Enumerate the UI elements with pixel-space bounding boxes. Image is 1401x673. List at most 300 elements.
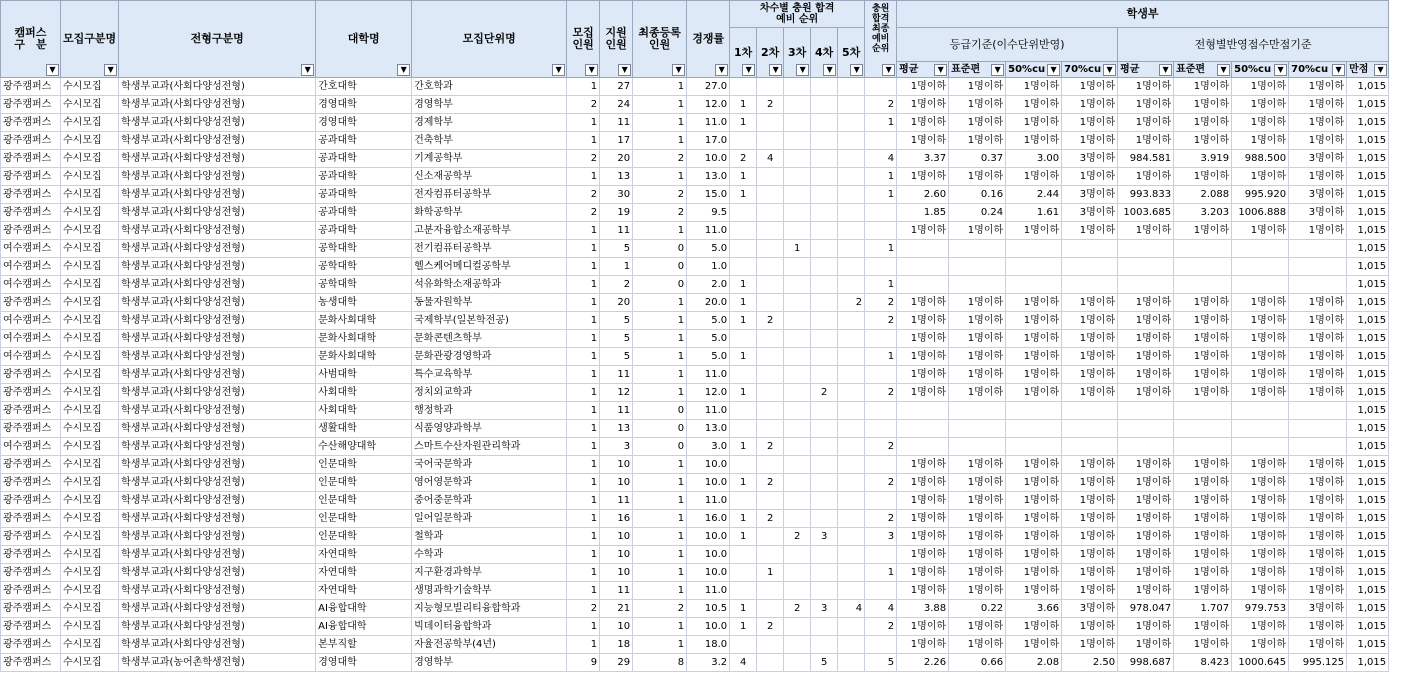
cell-recruit-type[interactable]: 수시모집 — [61, 78, 119, 96]
cell-applicants[interactable]: 10 — [600, 528, 633, 546]
cell-campus[interactable]: 여수캠퍼스 — [1, 258, 61, 276]
cell-quota[interactable]: 1 — [567, 366, 600, 384]
cell-track[interactable]: 학생부교과(사회다양성전형) — [119, 492, 316, 510]
cell-round-2[interactable] — [757, 240, 784, 258]
cell-campus[interactable]: 여수캠퍼스 — [1, 240, 61, 258]
cell-round-2[interactable]: 2 — [757, 474, 784, 492]
cell-ratio[interactable]: 5.0 — [687, 330, 730, 348]
cell-score-70cut[interactable]: 1명이하 — [1289, 312, 1347, 330]
cell-grade-avg[interactable]: 1명이하 — [897, 618, 949, 636]
cell-grade-70cut[interactable] — [1062, 438, 1118, 456]
cell-ratio[interactable]: 11.0 — [687, 492, 730, 510]
cell-applicants[interactable]: 10 — [600, 564, 633, 582]
header-grade-std[interactable] — [949, 62, 1006, 78]
cell-score-std[interactable]: 1명이하 — [1174, 546, 1232, 564]
cell-score-50cut[interactable]: 1명이하 — [1232, 510, 1289, 528]
cell-score-avg[interactable]: 1명이하 — [1118, 474, 1174, 492]
cell-score-70cut[interactable] — [1289, 240, 1347, 258]
cell-recruit-type[interactable]: 수시모집 — [61, 276, 119, 294]
cell-final-registered[interactable]: 0 — [633, 240, 687, 258]
cell-applicants[interactable]: 1 — [600, 258, 633, 276]
filter-dropdown-icon[interactable]: ▼ — [823, 64, 836, 76]
cell-applicants[interactable]: 10 — [600, 456, 633, 474]
cell-score-std[interactable]: 1명이하 — [1174, 618, 1232, 636]
cell-campus[interactable]: 광주캠퍼스 — [1, 546, 61, 564]
cell-round-5[interactable] — [838, 348, 865, 366]
filter-dropdown-icon[interactable]: ▼ — [672, 64, 685, 76]
cell-score-avg[interactable]: 1명이하 — [1118, 222, 1174, 240]
cell-round-5[interactable] — [838, 258, 865, 276]
cell-track[interactable]: 학생부교과(사회다양성전형) — [119, 474, 316, 492]
cell-grade-50cut[interactable]: 1.61 — [1006, 204, 1062, 222]
cell-applicants[interactable]: 5 — [600, 330, 633, 348]
cell-round-1[interactable] — [730, 366, 757, 384]
cell-score-std[interactable]: 1명이하 — [1174, 330, 1232, 348]
cell-college[interactable]: 인문대학 — [316, 492, 412, 510]
header-quota[interactable] — [567, 1, 600, 78]
cell-college[interactable]: 공학대학 — [316, 276, 412, 294]
cell-score-avg[interactable]: 1명이하 — [1118, 168, 1174, 186]
cell-college[interactable]: 경영대학 — [316, 654, 412, 672]
cell-grade-50cut[interactable]: 3.66 — [1006, 600, 1062, 618]
cell-final-waitlist[interactable] — [865, 582, 897, 600]
cell-applicants[interactable]: 18 — [600, 636, 633, 654]
cell-score-50cut[interactable]: 1명이하 — [1232, 348, 1289, 366]
cell-round-5[interactable] — [838, 438, 865, 456]
cell-unit[interactable]: 경영학부 — [412, 654, 567, 672]
cell-score-avg[interactable] — [1118, 258, 1174, 276]
cell-college[interactable]: 공과대학 — [316, 204, 412, 222]
cell-grade-50cut[interactable]: 1명이하 — [1006, 96, 1062, 114]
filter-dropdown-icon[interactable]: ▼ — [1217, 64, 1230, 76]
cell-recruit-type[interactable]: 수시모집 — [61, 384, 119, 402]
cell-score-avg[interactable]: 1명이하 — [1118, 312, 1174, 330]
filter-dropdown-icon[interactable]: ▼ — [769, 64, 782, 76]
cell-track[interactable]: 학생부교과(사회다양성전형) — [119, 150, 316, 168]
cell-college[interactable]: 문화사회대학 — [316, 312, 412, 330]
cell-grade-std[interactable]: 1명이하 — [949, 528, 1006, 546]
cell-ratio[interactable]: 5.0 — [687, 240, 730, 258]
cell-ratio[interactable]: 10.0 — [687, 546, 730, 564]
cell-track[interactable]: 학생부교과(사회다양성전형) — [119, 78, 316, 96]
cell-applicants[interactable]: 19 — [600, 204, 633, 222]
cell-unit[interactable]: 중어중문학과 — [412, 492, 567, 510]
cell-final-registered[interactable]: 2 — [633, 204, 687, 222]
cell-quota[interactable]: 1 — [567, 582, 600, 600]
cell-final-waitlist[interactable]: 2 — [865, 384, 897, 402]
cell-score-50cut[interactable] — [1232, 402, 1289, 420]
cell-round-5[interactable] — [838, 582, 865, 600]
cell-score-std[interactable]: 3.919 — [1174, 150, 1232, 168]
cell-college[interactable]: 자연대학 — [316, 564, 412, 582]
cell-grade-std[interactable]: 1명이하 — [949, 366, 1006, 384]
cell-round-1[interactable]: 1 — [730, 474, 757, 492]
cell-grade-avg[interactable]: 2.26 — [897, 654, 949, 672]
cell-score-70cut[interactable]: 1명이하 — [1289, 294, 1347, 312]
header-final-waitlist[interactable] — [865, 1, 897, 78]
cell-final-registered[interactable]: 2 — [633, 150, 687, 168]
cell-grade-std[interactable]: 1명이하 — [949, 132, 1006, 150]
cell-final-registered[interactable]: 0 — [633, 438, 687, 456]
cell-final-registered[interactable]: 2 — [633, 186, 687, 204]
cell-score-max[interactable]: 1,015 — [1347, 528, 1389, 546]
cell-final-registered[interactable]: 2 — [633, 600, 687, 618]
cell-round-3[interactable] — [784, 168, 811, 186]
cell-round-4[interactable] — [811, 114, 838, 132]
cell-round-2[interactable] — [757, 420, 784, 438]
cell-campus[interactable]: 광주캠퍼스 — [1, 618, 61, 636]
cell-score-50cut[interactable]: 979.753 — [1232, 600, 1289, 618]
header-round-5[interactable] — [838, 28, 865, 78]
cell-round-5[interactable]: 2 — [838, 294, 865, 312]
cell-college[interactable]: 사회대학 — [316, 402, 412, 420]
cell-applicants[interactable]: 11 — [600, 402, 633, 420]
cell-applicants[interactable]: 5 — [600, 312, 633, 330]
cell-campus[interactable]: 여수캠퍼스 — [1, 312, 61, 330]
cell-score-70cut[interactable]: 1명이하 — [1289, 492, 1347, 510]
filter-dropdown-icon[interactable]: ▼ — [585, 64, 598, 76]
cell-round-3[interactable] — [784, 186, 811, 204]
cell-grade-50cut[interactable] — [1006, 240, 1062, 258]
cell-round-3[interactable] — [784, 150, 811, 168]
cell-college[interactable]: 사범대학 — [316, 366, 412, 384]
cell-grade-70cut[interactable]: 1명이하 — [1062, 582, 1118, 600]
cell-score-max[interactable]: 1,015 — [1347, 564, 1389, 582]
filter-dropdown-icon[interactable]: ▼ — [715, 64, 728, 76]
cell-quota[interactable]: 1 — [567, 420, 600, 438]
cell-grade-std[interactable]: 1명이하 — [949, 582, 1006, 600]
cell-track[interactable]: 학생부교과(사회다양성전형) — [119, 456, 316, 474]
cell-recruit-type[interactable]: 수시모집 — [61, 618, 119, 636]
cell-final-waitlist[interactable] — [865, 132, 897, 150]
cell-track[interactable]: 학생부교과(사회다양성전형) — [119, 402, 316, 420]
cell-campus[interactable]: 광주캠퍼스 — [1, 456, 61, 474]
cell-grade-std[interactable] — [949, 420, 1006, 438]
cell-round-4[interactable] — [811, 258, 838, 276]
cell-score-std[interactable]: 1명이하 — [1174, 78, 1232, 96]
cell-round-5[interactable] — [838, 186, 865, 204]
cell-score-50cut[interactable]: 1명이하 — [1232, 222, 1289, 240]
header-college[interactable] — [316, 1, 412, 78]
cell-score-50cut[interactable]: 1명이하 — [1232, 78, 1289, 96]
cell-score-50cut[interactable] — [1232, 438, 1289, 456]
cell-score-max[interactable]: 1,015 — [1347, 654, 1389, 672]
cell-grade-70cut[interactable] — [1062, 258, 1118, 276]
cell-score-70cut[interactable]: 1명이하 — [1289, 348, 1347, 366]
cell-grade-avg[interactable]: 1명이하 — [897, 96, 949, 114]
cell-ratio[interactable]: 10.0 — [687, 528, 730, 546]
cell-round-5[interactable] — [838, 528, 865, 546]
cell-grade-70cut[interactable]: 1명이하 — [1062, 222, 1118, 240]
cell-round-3[interactable] — [784, 654, 811, 672]
cell-score-std[interactable] — [1174, 402, 1232, 420]
cell-college[interactable]: 인문대학 — [316, 474, 412, 492]
cell-ratio[interactable]: 10.0 — [687, 150, 730, 168]
cell-score-70cut[interactable]: 3명이하 — [1289, 150, 1347, 168]
cell-campus[interactable]: 광주캠퍼스 — [1, 600, 61, 618]
cell-score-std[interactable] — [1174, 240, 1232, 258]
cell-score-std[interactable]: 1명이하 — [1174, 474, 1232, 492]
cell-score-max[interactable]: 1,015 — [1347, 150, 1389, 168]
cell-score-max[interactable]: 1,015 — [1347, 294, 1389, 312]
cell-grade-70cut[interactable] — [1062, 240, 1118, 258]
cell-grade-50cut[interactable]: 1명이하 — [1006, 546, 1062, 564]
cell-score-70cut[interactable]: 995.125 — [1289, 654, 1347, 672]
cell-track[interactable]: 학생부교과(사회다양성전형) — [119, 420, 316, 438]
cell-recruit-type[interactable]: 수시모집 — [61, 546, 119, 564]
header-score-70cut[interactable] — [1289, 62, 1347, 78]
cell-quota[interactable]: 2 — [567, 186, 600, 204]
header-round-4[interactable] — [811, 28, 838, 78]
cell-campus[interactable]: 광주캠퍼스 — [1, 474, 61, 492]
cell-unit[interactable]: 빅데이터융합학과 — [412, 618, 567, 636]
cell-unit[interactable]: 문화관광경영학과 — [412, 348, 567, 366]
cell-score-70cut[interactable]: 1명이하 — [1289, 474, 1347, 492]
cell-score-avg[interactable]: 978.047 — [1118, 600, 1174, 618]
cell-score-70cut[interactable] — [1289, 420, 1347, 438]
cell-recruit-type[interactable]: 수시모집 — [61, 654, 119, 672]
cell-score-avg[interactable]: 1명이하 — [1118, 564, 1174, 582]
cell-round-3[interactable] — [784, 222, 811, 240]
cell-recruit-type[interactable]: 수시모집 — [61, 636, 119, 654]
cell-round-2[interactable] — [757, 204, 784, 222]
cell-round-3[interactable] — [784, 204, 811, 222]
cell-grade-std[interactable]: 1명이하 — [949, 474, 1006, 492]
cell-grade-avg[interactable] — [897, 438, 949, 456]
cell-score-max[interactable]: 1,015 — [1347, 78, 1389, 96]
cell-campus[interactable]: 광주캠퍼스 — [1, 636, 61, 654]
cell-score-std[interactable]: 1명이하 — [1174, 492, 1232, 510]
cell-round-3[interactable] — [784, 294, 811, 312]
cell-unit[interactable]: 지구환경과학부 — [412, 564, 567, 582]
cell-grade-50cut[interactable] — [1006, 420, 1062, 438]
cell-score-avg[interactable]: 1명이하 — [1118, 78, 1174, 96]
cell-round-3[interactable] — [784, 564, 811, 582]
cell-grade-50cut[interactable] — [1006, 258, 1062, 276]
cell-round-5[interactable] — [838, 384, 865, 402]
cell-track[interactable]: 학생부교과(사회다양성전형) — [119, 636, 316, 654]
cell-score-std[interactable]: 1명이하 — [1174, 564, 1232, 582]
cell-campus[interactable]: 광주캠퍼스 — [1, 222, 61, 240]
cell-grade-avg[interactable]: 1명이하 — [897, 168, 949, 186]
cell-score-70cut[interactable]: 1명이하 — [1289, 96, 1347, 114]
cell-score-50cut[interactable]: 1명이하 — [1232, 546, 1289, 564]
cell-final-waitlist[interactable]: 4 — [865, 150, 897, 168]
cell-round-4[interactable] — [811, 618, 838, 636]
cell-quota[interactable]: 1 — [567, 402, 600, 420]
cell-round-4[interactable] — [811, 582, 838, 600]
cell-final-waitlist[interactable]: 1 — [865, 240, 897, 258]
cell-round-2[interactable] — [757, 114, 784, 132]
cell-score-avg[interactable]: 1명이하 — [1118, 114, 1174, 132]
filter-dropdown-icon[interactable]: ▼ — [1159, 64, 1172, 76]
cell-campus[interactable]: 광주캠퍼스 — [1, 510, 61, 528]
cell-round-5[interactable] — [838, 240, 865, 258]
cell-grade-50cut[interactable]: 1명이하 — [1006, 582, 1062, 600]
cell-round-2[interactable]: 2 — [757, 618, 784, 636]
cell-unit[interactable]: 건축학부 — [412, 132, 567, 150]
cell-round-5[interactable] — [838, 510, 865, 528]
cell-applicants[interactable]: 13 — [600, 168, 633, 186]
cell-score-avg[interactable]: 1명이하 — [1118, 294, 1174, 312]
cell-grade-avg[interactable]: 1명이하 — [897, 582, 949, 600]
cell-round-4[interactable] — [811, 276, 838, 294]
cell-campus[interactable]: 여수캠퍼스 — [1, 348, 61, 366]
cell-grade-70cut[interactable]: 1명이하 — [1062, 528, 1118, 546]
cell-final-registered[interactable]: 8 — [633, 654, 687, 672]
cell-quota[interactable]: 1 — [567, 240, 600, 258]
cell-unit[interactable]: 식품영양과학부 — [412, 420, 567, 438]
cell-score-70cut[interactable]: 1명이하 — [1289, 636, 1347, 654]
cell-grade-avg[interactable]: 1.85 — [897, 204, 949, 222]
cell-score-50cut[interactable]: 1명이하 — [1232, 618, 1289, 636]
cell-grade-50cut[interactable]: 1명이하 — [1006, 312, 1062, 330]
header-score-max[interactable] — [1347, 62, 1389, 78]
cell-college[interactable]: 공과대학 — [316, 222, 412, 240]
cell-recruit-type[interactable]: 수시모집 — [61, 474, 119, 492]
cell-final-waitlist[interactable]: 3 — [865, 528, 897, 546]
cell-score-std[interactable]: 1.707 — [1174, 600, 1232, 618]
cell-score-avg[interactable]: 1명이하 — [1118, 96, 1174, 114]
filter-dropdown-icon[interactable]: ▼ — [850, 64, 863, 76]
cell-grade-std[interactable]: 1명이하 — [949, 510, 1006, 528]
cell-campus[interactable]: 광주캠퍼스 — [1, 294, 61, 312]
cell-round-3[interactable]: 2 — [784, 600, 811, 618]
cell-round-2[interactable] — [757, 132, 784, 150]
cell-track[interactable]: 학생부교과(사회다양성전형) — [119, 330, 316, 348]
cell-final-waitlist[interactable]: 2 — [865, 474, 897, 492]
cell-campus[interactable]: 광주캠퍼스 — [1, 114, 61, 132]
cell-recruit-type[interactable]: 수시모집 — [61, 348, 119, 366]
filter-dropdown-icon[interactable]: ▼ — [104, 64, 117, 76]
cell-final-waitlist[interactable] — [865, 420, 897, 438]
cell-ratio[interactable]: 11.0 — [687, 582, 730, 600]
cell-round-1[interactable] — [730, 330, 757, 348]
cell-grade-avg[interactable]: 1명이하 — [897, 492, 949, 510]
cell-final-registered[interactable]: 0 — [633, 402, 687, 420]
cell-round-2[interactable]: 2 — [757, 510, 784, 528]
cell-recruit-type[interactable]: 수시모집 — [61, 204, 119, 222]
cell-grade-std[interactable]: 0.24 — [949, 204, 1006, 222]
cell-round-4[interactable]: 3 — [811, 528, 838, 546]
cell-round-5[interactable] — [838, 312, 865, 330]
cell-grade-avg[interactable]: 3.37 — [897, 150, 949, 168]
cell-grade-avg[interactable]: 1명이하 — [897, 78, 949, 96]
cell-ratio[interactable]: 3.0 — [687, 438, 730, 456]
cell-round-5[interactable] — [838, 618, 865, 636]
cell-track[interactable]: 학생부교과(사회다양성전형) — [119, 384, 316, 402]
cell-round-2[interactable] — [757, 276, 784, 294]
filter-dropdown-icon[interactable]: ▼ — [1047, 64, 1060, 76]
cell-score-std[interactable]: 2.088 — [1174, 186, 1232, 204]
cell-grade-50cut[interactable]: 1명이하 — [1006, 132, 1062, 150]
cell-final-registered[interactable]: 1 — [633, 456, 687, 474]
cell-round-3[interactable] — [784, 582, 811, 600]
cell-round-1[interactable]: 1 — [730, 618, 757, 636]
cell-round-1[interactable]: 1 — [730, 528, 757, 546]
cell-ratio[interactable]: 10.5 — [687, 600, 730, 618]
cell-ratio[interactable]: 16.0 — [687, 510, 730, 528]
cell-round-2[interactable]: 2 — [757, 312, 784, 330]
cell-score-avg[interactable] — [1118, 420, 1174, 438]
cell-grade-70cut[interactable]: 1명이하 — [1062, 636, 1118, 654]
cell-grade-50cut[interactable]: 1명이하 — [1006, 294, 1062, 312]
cell-score-avg[interactable]: 1명이하 — [1118, 582, 1174, 600]
cell-score-70cut[interactable] — [1289, 438, 1347, 456]
cell-grade-70cut[interactable]: 3명이하 — [1062, 204, 1118, 222]
cell-applicants[interactable]: 24 — [600, 96, 633, 114]
cell-score-std[interactable]: 3.203 — [1174, 204, 1232, 222]
cell-college[interactable]: 문화사회대학 — [316, 348, 412, 366]
cell-grade-std[interactable]: 1명이하 — [949, 348, 1006, 366]
cell-grade-std[interactable]: 0.16 — [949, 186, 1006, 204]
cell-round-1[interactable]: 1 — [730, 168, 757, 186]
cell-final-waitlist[interactable] — [865, 546, 897, 564]
cell-track[interactable]: 학생부교과(사회다양성전형) — [119, 222, 316, 240]
cell-final-waitlist[interactable]: 2 — [865, 312, 897, 330]
cell-round-5[interactable] — [838, 366, 865, 384]
cell-final-registered[interactable]: 1 — [633, 618, 687, 636]
cell-applicants[interactable]: 13 — [600, 420, 633, 438]
cell-score-max[interactable]: 1,015 — [1347, 348, 1389, 366]
cell-grade-50cut[interactable]: 1명이하 — [1006, 168, 1062, 186]
cell-unit[interactable]: 기계공학부 — [412, 150, 567, 168]
cell-round-5[interactable] — [838, 78, 865, 96]
cell-recruit-type[interactable]: 수시모집 — [61, 456, 119, 474]
cell-campus[interactable]: 광주캠퍼스 — [1, 186, 61, 204]
cell-recruit-type[interactable]: 수시모집 — [61, 132, 119, 150]
cell-score-70cut[interactable] — [1289, 402, 1347, 420]
cell-quota[interactable]: 1 — [567, 456, 600, 474]
filter-dropdown-icon[interactable]: ▼ — [397, 64, 410, 76]
cell-ratio[interactable]: 10.0 — [687, 456, 730, 474]
cell-grade-avg[interactable] — [897, 420, 949, 438]
cell-round-4[interactable] — [811, 96, 838, 114]
cell-college[interactable]: 수산해양대학 — [316, 438, 412, 456]
cell-grade-50cut[interactable]: 1명이하 — [1006, 348, 1062, 366]
cell-campus[interactable]: 광주캠퍼스 — [1, 492, 61, 510]
cell-recruit-type[interactable]: 수시모집 — [61, 96, 119, 114]
cell-grade-std[interactable]: 1명이하 — [949, 294, 1006, 312]
cell-applicants[interactable]: 11 — [600, 114, 633, 132]
cell-recruit-type[interactable]: 수시모집 — [61, 330, 119, 348]
cell-campus[interactable]: 광주캠퍼스 — [1, 168, 61, 186]
cell-recruit-type[interactable]: 수시모집 — [61, 582, 119, 600]
cell-unit[interactable]: 문화콘텐츠학부 — [412, 330, 567, 348]
cell-unit[interactable]: 지능형모빌리티융합학과 — [412, 600, 567, 618]
cell-quota[interactable]: 1 — [567, 618, 600, 636]
cell-campus[interactable]: 광주캠퍼스 — [1, 528, 61, 546]
cell-applicants[interactable]: 29 — [600, 654, 633, 672]
cell-score-max[interactable]: 1,015 — [1347, 636, 1389, 654]
cell-grade-50cut[interactable]: 1명이하 — [1006, 636, 1062, 654]
cell-round-5[interactable] — [838, 402, 865, 420]
cell-score-70cut[interactable]: 3명이하 — [1289, 204, 1347, 222]
cell-unit[interactable]: 일어일문학과 — [412, 510, 567, 528]
cell-grade-avg[interactable]: 1명이하 — [897, 294, 949, 312]
cell-score-avg[interactable]: 1명이하 — [1118, 510, 1174, 528]
cell-quota[interactable]: 1 — [567, 312, 600, 330]
cell-recruit-type[interactable]: 수시모집 — [61, 114, 119, 132]
cell-score-max[interactable]: 1,015 — [1347, 186, 1389, 204]
cell-final-registered[interactable]: 1 — [633, 492, 687, 510]
cell-quota[interactable]: 1 — [567, 528, 600, 546]
cell-final-waitlist[interactable] — [865, 330, 897, 348]
cell-campus[interactable]: 광주캠퍼스 — [1, 204, 61, 222]
cell-round-1[interactable] — [730, 636, 757, 654]
cell-quota[interactable]: 2 — [567, 204, 600, 222]
filter-dropdown-icon[interactable]: ▼ — [796, 64, 809, 76]
